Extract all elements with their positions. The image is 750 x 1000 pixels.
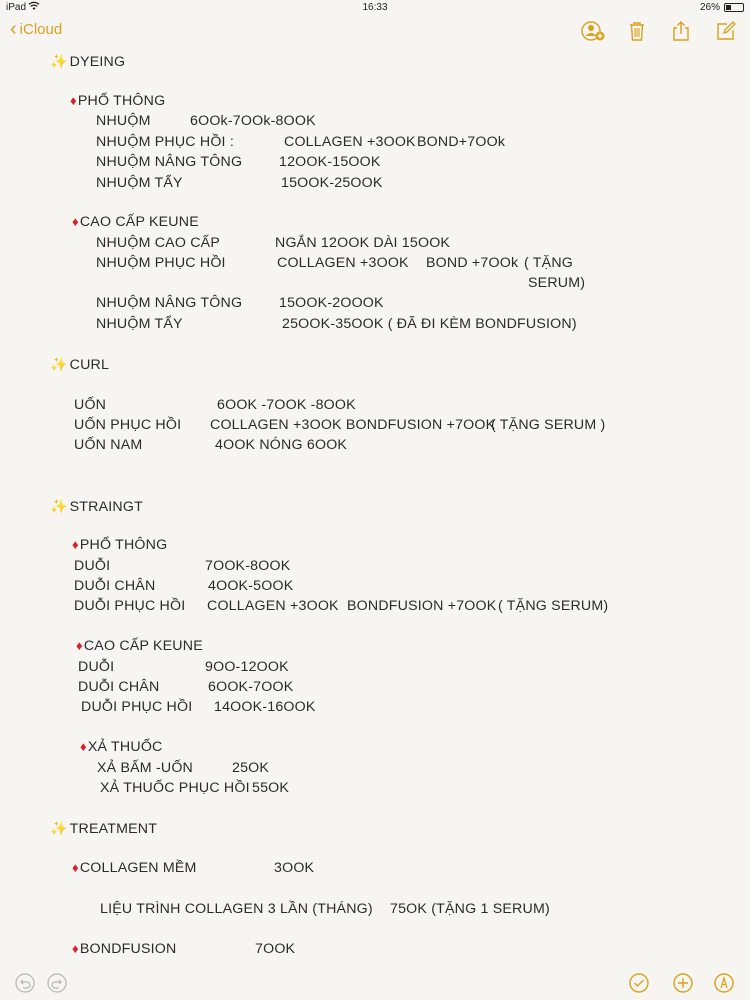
item-label: NHUỘM PHỤC HỒI :: [96, 134, 234, 150]
back-button[interactable]: [10, 20, 62, 38]
section-straight: ✨ STRAINGT: [50, 498, 143, 515]
subsection-pho-thong: ♦PHỔ THÔNG: [72, 537, 168, 553]
item-price: 25OK: [232, 760, 270, 776]
item-label: DUỖI PHỤC HỒI: [74, 598, 186, 614]
item-note: ( TẶNG: [524, 255, 574, 271]
undo-icon[interactable]: [14, 972, 36, 994]
sparkles-icon: ✨: [50, 356, 68, 372]
item-label: NHUỘM PHỤC HỒI: [96, 255, 226, 271]
status-bar: [0, 0, 750, 16]
item-price: 4OOK-5OOK: [208, 578, 294, 594]
sparkles-icon: ✨: [50, 498, 68, 514]
red-diamond-icon: ♦: [80, 739, 87, 754]
section-curl: ✨ CURL: [50, 356, 110, 373]
item-label: DUỖI CHÂN: [78, 679, 160, 695]
item-price: 7OOK: [255, 941, 296, 957]
item-price: 55OK: [252, 780, 290, 796]
subsection-xa-thuoc: ♦XẢ THUỐC: [80, 739, 163, 755]
item-price: 9OO-12OOK: [205, 659, 289, 675]
treatment-bondfusion: ♦BONDFUSION: [72, 941, 177, 957]
item-price: COLLAGEN +3OOK: [207, 598, 339, 614]
battery-icon: [724, 3, 744, 12]
item-price: BONDFUSION +7OOK: [347, 598, 497, 614]
add-icon[interactable]: [672, 972, 694, 994]
item-price: 3OOK: [274, 860, 315, 876]
item-label: DUỖI: [78, 659, 115, 675]
item-price: COLLAGEN +3OOK BONDFUSION +7OOK: [210, 417, 496, 433]
subsection-pho-thong: ♦PHỔ THÔNG: [70, 93, 166, 109]
item-label: NHUỘM TẨY: [96, 175, 183, 191]
battery-percent: 26%: [699, 2, 720, 13]
treatment-collagen: ♦COLLAGEN MỀM: [72, 860, 197, 876]
item-label: DUỖI: [74, 558, 111, 574]
back-label: iCloud: [19, 20, 63, 38]
item-price: BOND +7OOk: [426, 255, 519, 271]
item-price: 6OOk-7OOk-8OOK: [190, 113, 316, 129]
item-price: 7OOK-8OOK: [205, 558, 291, 574]
chevron-left-icon: ‹: [10, 18, 17, 40]
compose-icon[interactable]: [715, 20, 737, 42]
navigation-bar: [0, 16, 750, 46]
item-price: 15OOK-2OOOK: [279, 295, 384, 311]
red-diamond-icon: ♦: [72, 860, 79, 875]
clock: 16:33: [362, 2, 388, 13]
trash-icon[interactable]: [627, 20, 649, 42]
item-price: 75OK (TẶNG 1 SERUM): [390, 901, 550, 917]
item-label: DUỖI PHỤC HỒI: [81, 699, 193, 715]
item-price: 25OOK-35OOK ( ĐÃ ĐI KÈM BONDFUSION): [282, 316, 577, 332]
item-label: NHUỘM TẨY: [96, 316, 183, 332]
item-note: ( TẶNG SERUM ): [491, 417, 606, 433]
subsection-cao-cap-keune: ♦CAO CẤP KEUNE: [72, 214, 199, 230]
note-body[interactable]: [0, 46, 750, 966]
item-price: 6OOK-7OOK: [208, 679, 294, 695]
item-label: XẢ THUỐC PHỤC HỒI: [100, 780, 250, 796]
section-treatment: ✨ TREATMENT: [50, 820, 158, 837]
sparkles-icon: ✨: [50, 53, 68, 69]
item-price: COLLAGEN +3OOK: [277, 255, 409, 271]
item-label: NHUỘM NÂNG TÔNG: [96, 154, 243, 170]
item-label: NHUỘM CAO CẤP: [96, 235, 220, 251]
item-label: LIỆU TRÌNH COLLAGEN 3 LẦN (THÁNG): [100, 901, 373, 917]
device-name: iPad: [6, 2, 27, 13]
add-people-icon[interactable]: [581, 20, 603, 42]
red-diamond-icon: ♦: [72, 537, 79, 552]
item-price: 4OOK NÓNG 6OOK: [215, 437, 348, 453]
item-note: SERUM): [528, 275, 586, 291]
item-note: ( TẶNG SERUM): [498, 598, 609, 614]
red-diamond-icon: ♦: [70, 93, 77, 108]
item-price: NGẮN 12OOK DÀI 15OOK: [275, 235, 451, 251]
item-label: DUỖI CHÂN: [74, 578, 156, 594]
bottom-toolbar: [0, 966, 750, 1000]
item-price: 15OOK-25OOK: [281, 175, 383, 191]
redo-icon[interactable]: [46, 972, 68, 994]
sparkles-icon: ✨: [50, 820, 68, 836]
checklist-icon[interactable]: [628, 972, 650, 994]
item-label: UỐN: [74, 397, 107, 413]
item-price: 12OOK-15OOK: [279, 154, 381, 170]
item-label: NHUỘM NÂNG TÔNG: [96, 295, 243, 311]
item-label: NHUỘM: [96, 113, 151, 129]
red-diamond-icon: ♦: [72, 941, 79, 956]
subsection-cao-cap-keune: ♦CAO CẤP KEUNE: [76, 638, 203, 654]
item-price: 14OOK-16OOK: [214, 699, 316, 715]
red-diamond-icon: ♦: [76, 638, 83, 653]
share-icon[interactable]: [671, 20, 693, 42]
section-dyeing: ✨ DYEING: [50, 53, 126, 70]
item-label: UỐN PHỤC HỒI: [74, 417, 182, 433]
item-price: BOND+7OOk: [417, 134, 506, 150]
markup-icon[interactable]: [713, 972, 735, 994]
item-price: 6OOK -7OOK -8OOK: [217, 397, 356, 413]
item-label: UỐN NAM: [74, 437, 143, 453]
item-label: XẢ BẤM -UỐN: [97, 760, 194, 776]
item-price: COLLAGEN +3OOK: [284, 134, 416, 150]
red-diamond-icon: ♦: [72, 214, 79, 229]
